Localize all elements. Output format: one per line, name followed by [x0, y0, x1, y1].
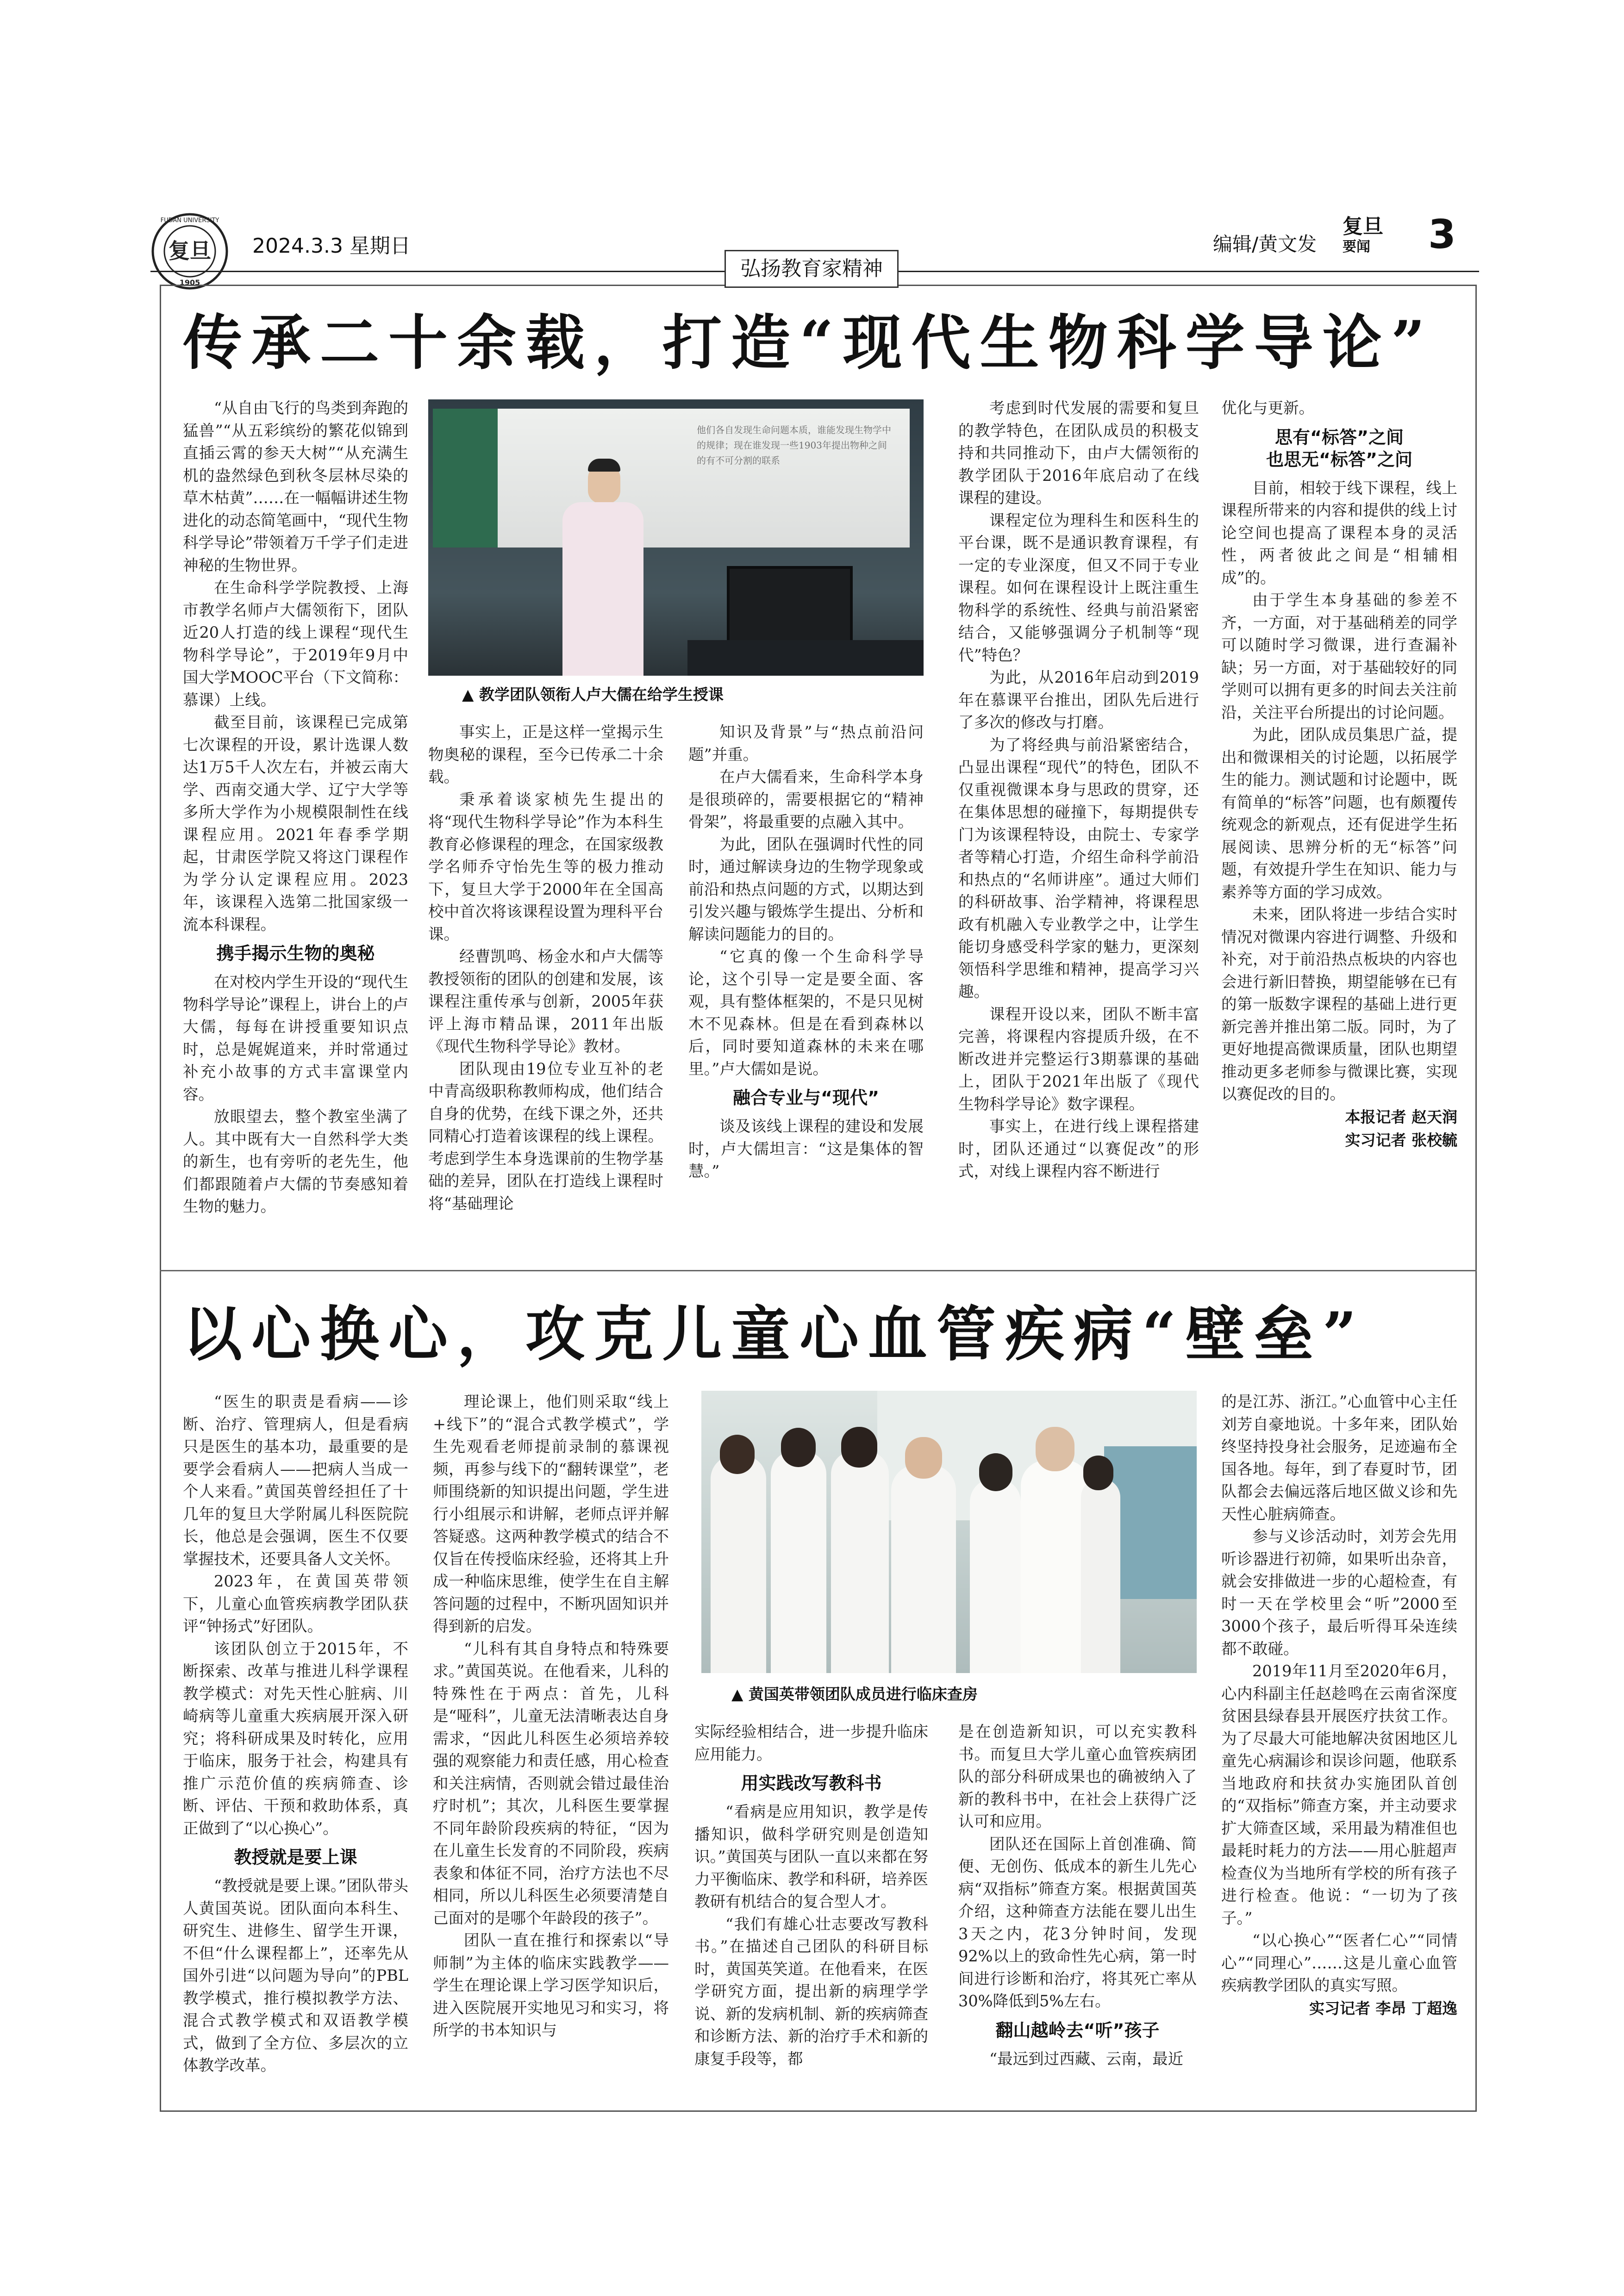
article1-col5 — [1221, 397, 1457, 1152]
byline: 实习记者 张校毓 — [1345, 1131, 1457, 1149]
paragraph: 参与义诊活动时，刘芳会先用听诊器进行初筛，如果听出杂音，就会安排做进一步的心超检查，有时一天在学校里会“听”2000至3000个孩子，最后听得耳朵连续都不敢碰。 — [1221, 1527, 1457, 1658]
paragraph: 事实上，在进行线上课程搭建时，团队还通过“以赛促改”的形式，对线上课程内容不断进行 — [958, 1117, 1199, 1180]
paragraph: 课程开设以来，团队不断丰富完善，将课程内容提质升级，在不断改进并完整运行3期慕课的基础上，团队于2021年出版了《现代生物科学导论》数字课程。 — [958, 1005, 1199, 1113]
paragraph: 为此，团队成员集思广益，提出和微课相关的讨论题，以拓展学生的能力。测试题和讨论题中，既有简单的“标答”问题，也有颇覆传统观念的新观点，还有促进学生拓展阅读、思辨分析的无“标答”问题，有效提升学生在知识、能力与素养等方面的学习成效。 — [1221, 726, 1457, 901]
paragraph: 团队现由19位专业互补的老中青高级职称教师构成，他们结合自身的优势，在线下课之外，还共同精心打造着该课程的线上课程。考虑到学生本身选课前的生物学基础的差异，团队在打造线上课程时将“基础理论 — [428, 1059, 663, 1213]
paragraph: 为此，团队在强调时代性的同时，通过解读身边的生物学现象或前沿和热点问题的方式，以期达到引发兴趣与锻炼学生提出、分析和解读问题能力的目的。 — [688, 835, 924, 943]
doctor-head — [1083, 1456, 1113, 1490]
paragraph: 放眼望去，整个教室坐满了人。其中既有大一自然科学大类的新生，也有旁听的老先生，他们都跟随着卢大儒的节奏感知着生物的魅力。 — [183, 1108, 408, 1215]
paragraph: 为了将经典与前沿紧密结合，凸显出课程“现代”的特色，团队不仅重视微课本身与思政的贯穿，还在集体思想的碰撞下，每期提供专门为该课程特设，由院士、专家学者等精心打造，介绍生命科学前沿和热点的“名师讲座”。通过大师们的科研故事、治学精神，将课程思政有机融入专业教学之中，让学生能切身感受科学家的魅力，更深刻领悟科学思维和精神，提高学习兴趣。 — [958, 735, 1199, 1001]
brand-name: 复旦 — [1343, 215, 1383, 238]
svg-text:1905: 1905 — [179, 278, 200, 287]
doctor-head — [781, 1428, 816, 1467]
article2-col5 — [1221, 1391, 1457, 2020]
doctor-figure — [891, 1465, 956, 1673]
doctor-head — [979, 1453, 1012, 1491]
paragraph: 的是江苏、浙江。”心血管中心主任刘芳自豪地说。十多年来，团队始终坚持投身社会服务，足迹遍布全国各地。每年，到了春夏时节，团队都会去偏远落后地区做义诊和先天性心脏病筛查。 — [1221, 1393, 1457, 1523]
section-name: 要闻 — [1343, 239, 1370, 255]
paragraph: 在生命科学学院教授、上海市教学名师卢大儒领衔下，团队近20人打造的线上课程“现代生物科学导论”，于2019年9月中国大学MOOC平台（下文简称：慕课）上线。 — [183, 579, 408, 709]
paragraph: 在卢大儒看来，生命科学本身是很琐碎的，需要根据它的“精神骨架”，将最重要的点融入其中。 — [688, 768, 924, 831]
paragraph: 2019年11月至2020年6月，心内科副主任赵趁鸣在云南省深度贫困县绿春县开展医疗扶贫工作。为了尽最大可能地解决贫困地区儿童先心病漏诊和误诊问题，他联系当地政府和扶贫办实施团队首创的“双指标”筛查方案，并主动要求扩大筛查区域，采用最为精准但也最耗时耗力的方法——用心脏超声检查仪为当地所有学校的所有孩子进行检查。他说：“一切为了孩子。” — [1221, 1662, 1457, 1927]
article2-col3 — [694, 1721, 928, 2070]
paragraph: “我们有雄心壮志要改写教科书。”在描述自己团队的科研目标时，黄国英笑道。在他看来，在医学研究方面，提出新的病理学学说、新的发病机制、新的疾病筛查和诊断方法、新的治疗手术和新的康复手段等，都 — [694, 1915, 928, 2068]
article2-col2 — [433, 1391, 669, 2042]
subheading: 携手揭示生物的奥秘 — [216, 943, 375, 964]
paragraph: 实际经验相结合，进一步提升临床应用能力。 — [694, 1723, 928, 1763]
subheading: 也思无“标答”之问 — [1266, 449, 1412, 470]
article1-headline: 传承二十余载，打造“现代生物科学导论” — [183, 308, 1435, 378]
doctor-figure — [771, 1451, 826, 1673]
paragraph: 经曹凯鸣、杨金水和卢大儒等教授领衔的团队的创建和发展，该课程注重传承与创新，2005年获评上海市精品课，2011年出版《现代生物科学导论》教材。 — [428, 947, 663, 1055]
article-divider — [160, 1270, 1477, 1271]
podium — [687, 640, 924, 676]
paragraph: “儿科有其自身特点和特殊要求。”黄国英说。在他看来，儿科的特殊性在于两点：首先，儿科是“哑科”，儿童无法清晰表达自身需求，“因此儿科医生必须培养较强的观察能力和责任感，用心检查和关注病情，否则就会错过最佳治疗时机”；其次，儿科医生要掌握不同年龄阶段疾病的特征，“因为在儿童生长发育的不同阶段，疾病表象和体征不同，治疗方法也不尽相同，所以儿科医生必须要清楚自己面对的是哪个年龄段的孩子”。 — [433, 1639, 669, 1927]
subheading: 教授就是要上课 — [234, 1847, 357, 1867]
svg-text:FUDAN UNIVERSITY: FUDAN UNIVERSITY — [160, 217, 219, 224]
article2-photo — [701, 1391, 1197, 1673]
paragraph: “以心换心”“医者仁心”“同情心”“同理心”……这是儿童心血管疾病教学团队的真实写照。 — [1221, 1931, 1457, 1994]
paragraph: “看病是应用知识，教学是传播知识，做科学研究则是创造知识。”黄国英与团队一直以来都在努力平衡临床、教学和科研，培养医教研有机结合的复合型人才。 — [694, 1803, 928, 1910]
paragraph: 未来，团队将进一步结合实时情况对微课内容进行调整、升级和补充，对于前沿热点板块的内容也会进行新旧替换，期望能够在已有的第一版数字课程的基础上进行更新完善并推出第二版。同时，为了更好地提高微课质量，团队也期望推动更多老师参与微课比赛，实现以赛促改的目的。 — [1221, 905, 1457, 1103]
paragraph: “从自由飞行的鸟类到奔跑的猛兽”“从五彩缤纷的繁花似锦到直插云霄的参天大树”“从充满生机的盎然绿色到秋冬层林尽染的草木枯黄”……在一幅幅讲述生物进化的动态简笔画中，“现代生物科学导论”带领着万千学子们走进神秘的生物世界。 — [183, 399, 408, 574]
paragraph: 理论课上，他们则采取“线上+线下”的“混合式教学模式”，学生先观看老师提前录制的慕课视频，再参与线下的“翻转课堂”，老师围绕新的知识提出问题，学生进行小组展示和讲解，老师点评并解答疑惑。这两种教学模式的结合不仅旨在传授临床经验，还将其上升成一种临床思维，使学生在自主解答问题的过程中，不断巩固知识并得到新的启发。 — [433, 1393, 669, 1635]
lead-doctor-head — [1036, 1427, 1074, 1471]
paragraph: 该团队创立于2015年，不断探索、改革与推进儿科学课程教学模式：对先天性心脏病、川崎病等儿童重大疾病展开深入研究；将科研成果及时转化，应用于临床，服务于社会，构建具有推广示范价值的疾病筛查、诊断、评估、干预和救助体系，真正做到了“以心换心”。 — [183, 1639, 408, 1837]
lecturer-hair — [588, 459, 620, 472]
paragraph: “医生的职责是看病——诊断、治疗、管理病人，但是看病只是医生的基本功，最重要的是要学会看病人——把病人当成一个人来看。”黄国英曾经担任了十几年的复旦大学附属儿科医院院长，他总是会强调，医生不仅要掌握技术，还要具备人文关怀。 — [183, 1393, 408, 1568]
paragraph: 截至目前，该课程已完成第七次课程的开设，累计选课人数达1万5千人次左右，并被云南大学、西南交通大学、辽宁大学等多所大学作为小规模限制性在线课程应用。2021年春季学期起，甘肃医学院又将这门课程作为学分认定课程应用。2023年，该课程入选第二批国家级一流本科课程。 — [183, 713, 408, 933]
paragraph: 课程定位为理科生和医科生的平台课，既不是通识教育课程，有一定的专业深度，但又不同于专业课程。如何在课程设计上既注重生物科学的系统性、经典与前沿紧密结合，又能够强调分子机制等“现代”特色？ — [958, 511, 1199, 664]
lead-doctor-figure — [1021, 1460, 1090, 1673]
subheading: 思有“标答”之间 — [1275, 427, 1404, 448]
article2-col1 — [183, 1391, 408, 2077]
article1-photo-caption: ▲ 教学团队领衔人卢大儒在给学生授课 — [462, 685, 724, 703]
paragraph: 为此，从2016年启动到2019年在慕课平台推出，团队先后进行了多次的修改与打磨。 — [958, 668, 1199, 731]
subheading: 融合专业与“现代” — [733, 1088, 879, 1108]
doctor-figure — [711, 1456, 766, 1673]
paragraph: “教授就是要上课。”团队带头人黄国英说。团队面向本科生、研究生、进修生、留学生开课，不但“什么课程都上”，还率先从国外引进“以问题为导向”的PBL教学模式，推行模拟教学方法、混合式教学模式和双语教学模式，做到了全方位、多层次的立体教学改革。 — [183, 1877, 408, 2074]
issue-date: 2024.3.3 星期日 — [252, 234, 411, 258]
column-tag: 弘扬教育家精神 — [725, 250, 899, 288]
chalkboard — [433, 409, 498, 548]
paragraph: 优化与更新。 — [1221, 399, 1314, 417]
article1-photo — [428, 399, 924, 676]
lecturer-body — [562, 502, 643, 676]
paragraph: “最远到过西藏、云南，最近 — [989, 2049, 1184, 2068]
article1-col2 — [428, 721, 663, 1215]
paragraph: 在对校内学生开设的“现代生物科学导论”课程上，讲台上的卢大儒，每每在讲授重要知识点时，总是娓娓道来，并时常通过补充小故事的方式丰富课堂内容。 — [183, 973, 408, 1103]
byline: 本报记者 赵天润 — [1345, 1108, 1457, 1126]
doctor-head — [841, 1427, 877, 1468]
doctor-head — [720, 1435, 755, 1474]
paragraph: 目前，相较于线下课程，线上课程所带来的内容和提供的线上讨论空间也提高了课程本身的灵活性，两者彼此之间是“相辅相成”的。 — [1221, 479, 1457, 587]
projection-text: 他们各自发现生命问题本质，谁能发现生物学中的规律；现在谁发现一些1903年提出物种之间的有不可分割的联系 — [697, 424, 891, 466]
svg-text:复旦: 复旦 — [169, 238, 211, 263]
paragraph: 团队一直在推行和探索以“导师制”为主体的临床实践教学——学生在理论课上学习医学知识后，进入医院展开实地见习和实习，将所学的书本知识与 — [433, 1931, 669, 2039]
subheading: 翻山越岭去“听”孩子 — [995, 2020, 1160, 2041]
paragraph: 考虑到时代发展的需要和复旦的教学特色，在团队成员的积极支持和共同推动下，由卢大儒领衔的教学团队于2016年底启动了在线课程的建设。 — [958, 399, 1199, 507]
paragraph: 秉承着谈家桢先生提出的将“现代生物科学导论”作为本科生教育必修课程的理念，在国家级教学名师乔守怡先生等的极力推动下，复旦大学于2000年在全国高校中首次将该课程设置为理科平台课。 — [428, 790, 663, 943]
article1-col1 — [183, 397, 408, 1218]
article2-headline: 以心换心，攻克儿童心血管疾病“壁垒” — [183, 1300, 1366, 1369]
paragraph: 谈及该线上课程的建设和发展时，卢大儒坦言：“这是集体的智慧。” — [688, 1117, 924, 1180]
paragraph: 是在创造新知识，可以充实教科书。而复旦大学儿童心血管疾病团队的部分科研成果也的确被纳入了新的教科书中，在社会上获得广泛认可和应用。 — [958, 1723, 1197, 1830]
paragraph: “它真的像一个生命科学导论，这个引导一定是要全面、客观，具有整体框架的，不是只见树木不见森林。但是在看到森林以后，同时要知道森林的未来在哪里。”卢大儒如是说。 — [688, 947, 924, 1078]
fudan-university-logo — [150, 212, 229, 291]
subheading: 用实践改写教科书 — [741, 1773, 882, 1793]
article1-col4 — [958, 397, 1199, 1183]
doctor-head — [905, 1437, 942, 1479]
paragraph: 由于学生本身基础的参差不齐，一方面，对于基础稍差的同学可以随时学习微课，进行查漏补缺；另一方面，对于基础较好的同学则可以拥有更多的时间去关注前沿，关注平台所提出的讨论问题。 — [1221, 591, 1457, 722]
paragraph: 2023年，在黄国英带领下，儿童心血管疾病教学团队获评“钟扬式”好团队。 — [183, 1572, 408, 1635]
doctor-figure — [970, 1479, 1021, 1673]
doctor-figure — [1081, 1479, 1120, 1673]
page-number: 3 — [1428, 212, 1456, 258]
doctor-figure — [831, 1451, 889, 1673]
article1-col3 — [688, 721, 924, 1183]
paragraph: 团队还在国际上首创准确、简便、无创伤、低成本的新生儿先心病“双指标”筛查方案。根据黄国英介绍，这种筛查方法能在婴儿出生3天之内，花3分钟时间，发现92%以上的致命性先心病，第一时间进行诊断和治疗，将其死亡率从30%降低到5%左右。 — [958, 1835, 1197, 2010]
paragraph: 事实上，正是这样一堂揭示生物奥秘的课程，至今已传承二十余载。 — [428, 723, 663, 786]
article2-photo-caption: ▲ 黄国英带领团队成员进行临床查房 — [731, 1685, 978, 1703]
article2-col4 — [958, 1721, 1197, 2070]
paragraph: 知识及背景”与“热点前沿问题”并重。 — [688, 723, 924, 764]
byline: 实习记者 李昂 丁超逸 — [1309, 1999, 1457, 2017]
newspaper-brand — [1343, 217, 1383, 255]
editor-credit: 编辑/黄文发 — [1213, 233, 1317, 255]
